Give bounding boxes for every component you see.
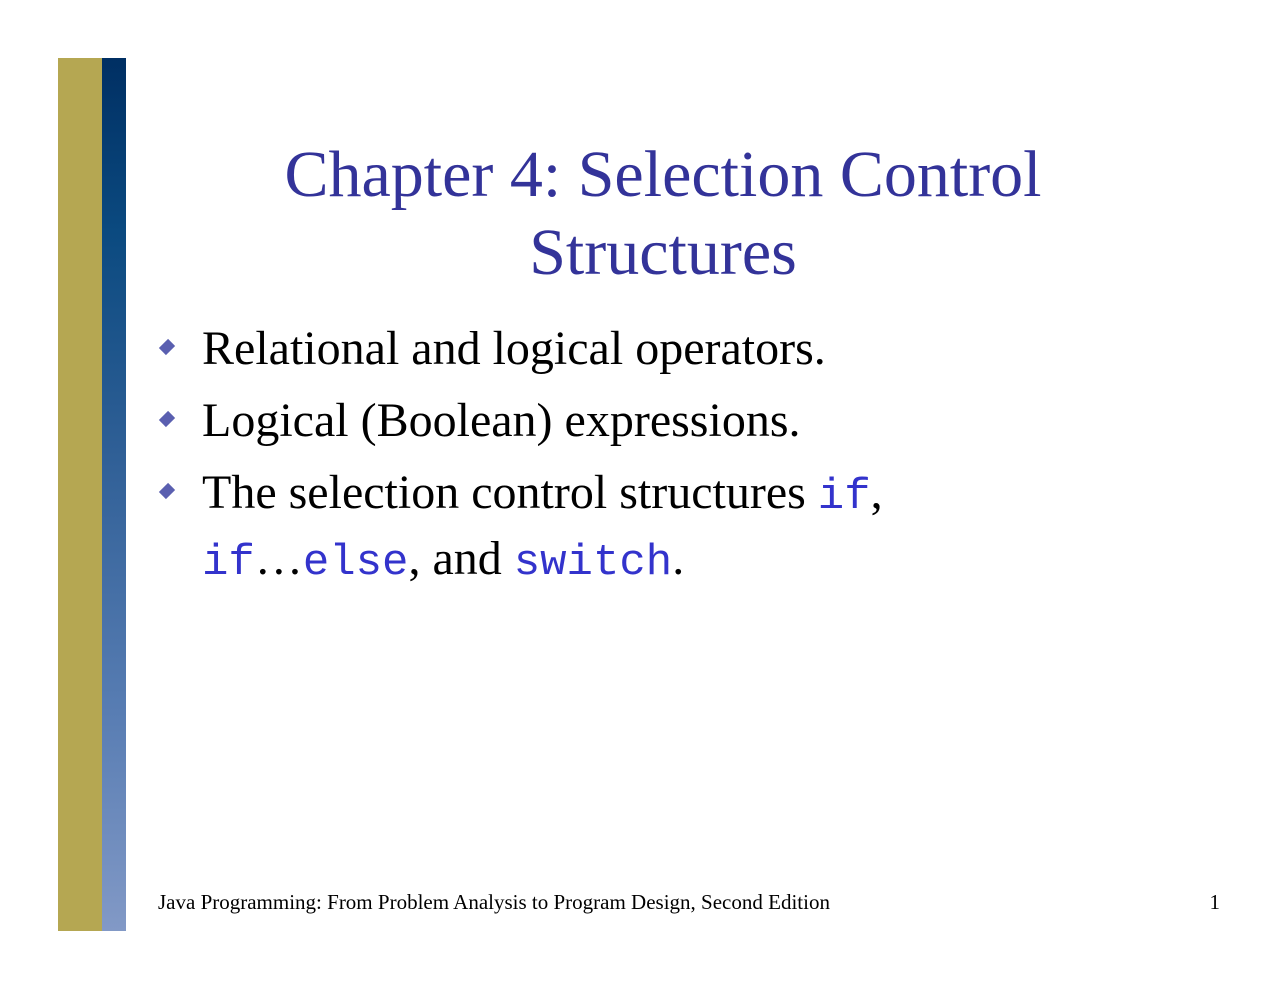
bullet-ellipsis: … — [254, 532, 303, 585]
decorative-blue-gradient-bar — [102, 58, 126, 931]
bullet-comma: , — [870, 466, 883, 519]
code-if: if — [817, 472, 871, 522]
diamond-bullet-icon — [159, 339, 175, 355]
bullet-period: . — [672, 532, 685, 585]
decorative-gold-bar — [58, 58, 102, 931]
bullet-item — [160, 318, 1160, 380]
bullet-and-text: , and — [408, 532, 514, 585]
code-switch: switch — [513, 538, 673, 588]
diamond-bullet-icon — [159, 483, 175, 499]
code-if-2: if — [202, 538, 255, 588]
slide-title-line2: Structures — [529, 216, 797, 289]
bullet-item — [160, 390, 1160, 452]
code-else: else — [302, 538, 409, 588]
slide-title — [200, 136, 1126, 292]
bullet-text: Logical (Boolean) expressions. — [202, 394, 801, 447]
bullet-text-prefix: The selection control structures — [202, 466, 818, 519]
slide-footer: Java Programming: From Problem Analysis to Program Design, Second Edition — [158, 890, 830, 914]
page-number: 1 — [1209, 890, 1220, 914]
bullet-list — [160, 318, 1160, 604]
bullet-text: Relational and logical operators. — [202, 322, 826, 375]
diamond-bullet-icon — [159, 411, 175, 427]
bullet-item — [160, 462, 1160, 594]
slide-title-line1: Chapter 4: Selection Control — [284, 138, 1042, 211]
